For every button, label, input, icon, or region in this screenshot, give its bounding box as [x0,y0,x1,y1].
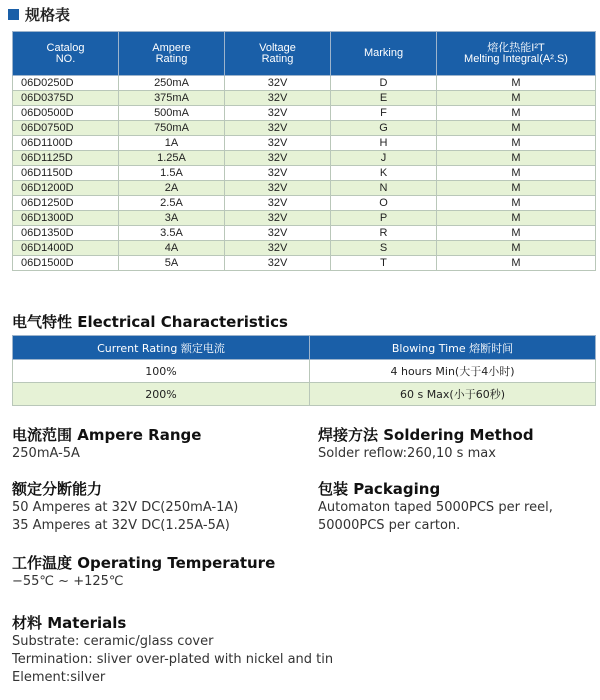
ampere-cell: 250mA [119,76,225,91]
spec-row [13,241,596,256]
marking-cell: J [331,151,437,166]
catalog-cell: 06D1100D [13,136,119,151]
melting-cell: M [437,241,596,256]
spec-row [13,121,596,136]
spec-row [13,166,596,181]
packaging-heading: 包装 Packaging [318,480,441,498]
spec-table-body [13,76,596,271]
electrical-table-header [13,336,596,360]
marking-cell: K [331,166,437,181]
melting-cell: M [437,226,596,241]
square-bullet-icon [8,9,19,20]
marking-cell: D [331,76,437,91]
catalog-cell: 06D1400D [13,241,119,256]
breaking-capacity-heading: 额定分断能力 [12,480,103,498]
materials-heading: 材料 Materials [12,614,127,632]
header-melting-l2: Melting Integral(A².S) [464,52,568,65]
breaking-capacity-line: 50 Amperes at 32V DC(250mA-1A) [12,500,239,515]
catalog-cell: 06D0375D [13,91,119,106]
operating-temp-value: −55℃ ~ +125℃ [12,574,124,589]
ampere-cell: 1.5A [119,166,225,181]
ampere-cell: 2.5A [119,196,225,211]
spec-row [13,196,596,211]
voltage-cell: 32V [225,196,331,211]
header-voltage-l1: Voltage [259,41,296,54]
ampere-cell: 1A [119,136,225,151]
spec-row [13,136,596,151]
ampere-range-value: 250mA-5A [12,446,80,461]
header-catalog-l2: NO. [55,52,76,65]
marking-cell: G [331,121,437,136]
voltage-cell: 32V [225,256,331,271]
blowing-time-cell: 4 hours Min(大于4小时) [310,360,596,383]
header-ampere-l2: Rating [155,52,188,65]
melting-cell: M [437,196,596,211]
ampere-cell: 500mA [119,106,225,121]
operating-temp-section [12,552,275,591]
voltage-cell: 32V [225,136,331,151]
spec-row [13,256,596,271]
packaging-line: 50000PCS per carton. [318,518,461,533]
melting-cell: M [437,76,596,91]
marking-cell: F [331,106,437,121]
melting-cell: M [437,121,596,136]
marking-cell: N [331,181,437,196]
materials-line: Element:silver [12,670,106,685]
catalog-cell: 06D1350D [13,226,119,241]
header-ampere-l1: Ampere [152,41,191,54]
spec-row [13,211,596,226]
voltage-cell: 32V [225,106,331,121]
melting-cell: M [437,166,596,181]
marking-cell: T [331,256,437,271]
catalog-cell: 06D1150D [13,166,119,181]
materials-line: Termination: sliver over-plated with nickel and tin [12,652,334,667]
spec-table [12,31,596,271]
melting-cell: M [437,106,596,121]
packaging-section [318,478,553,535]
header-voltage [225,32,331,76]
voltage-cell: 32V [225,166,331,181]
ampere-cell: 3A [119,211,225,226]
catalog-cell: 06D1125D [13,151,119,166]
voltage-cell: 32V [225,226,331,241]
catalog-cell: 06D1500D [13,256,119,271]
ampere-cell: 375mA [119,91,225,106]
catalog-cell: 06D1300D [13,211,119,226]
spec-title-row [8,4,70,24]
breaking-capacity-line: 35 Amperes at 32V DC(1.25A-5A) [12,518,230,533]
header-marking [331,32,437,76]
current-rating-cell: 100% [13,360,310,383]
soldering-value: Solder reflow:260,10 s max [318,446,496,461]
ampere-range-heading: 电流范围 Ampere Range [12,426,202,444]
voltage-cell: 32V [225,181,331,196]
electrical-row [13,360,596,383]
spec-row [13,106,596,121]
spec-row [13,76,596,91]
ampere-range-section [12,424,201,463]
materials-section [12,612,333,687]
ampere-cell: 750mA [119,121,225,136]
voltage-cell: 32V [225,121,331,136]
header-melting [437,32,596,76]
header-melting-l1: 熔化热能I²T [487,41,545,54]
header-catalog [13,32,119,76]
header-marking-l1: Marking [363,47,404,59]
marking-cell: R [331,226,437,241]
voltage-cell: 32V [225,211,331,226]
catalog-cell: 06D1200D [13,181,119,196]
voltage-cell: 32V [225,91,331,106]
voltage-cell: 32V [225,241,331,256]
marking-cell: S [331,241,437,256]
marking-cell: O [331,196,437,211]
header-current-rating: Current Rating 额定电流 [13,336,310,360]
page-title: 规格表 [25,5,71,24]
materials-line: Substrate: ceramic/glass cover [12,634,214,649]
soldering-heading: 焊接方法 Soldering Method [318,426,534,444]
melting-cell: M [437,181,596,196]
header-ampere [119,32,225,76]
electrical-table [12,335,596,406]
soldering-section [318,424,534,463]
melting-cell: M [437,91,596,106]
current-rating-cell: 200% [13,383,310,406]
operating-temp-heading: 工作温度 Operating Temperature [12,554,276,572]
spec-row [13,226,596,241]
packaging-line: Automaton taped 5000PCS per reel, [318,500,553,515]
spec-row [13,181,596,196]
electrical-heading: 电气特性 Electrical Characteristics [12,313,288,331]
spec-row [13,151,596,166]
melting-cell: M [437,151,596,166]
header-blowing-time: Blowing Time 熔断时间 [310,336,596,360]
ampere-cell: 3.5A [119,226,225,241]
header-catalog-l1: Catalog [46,41,85,54]
catalog-cell: 06D0500D [13,106,119,121]
marking-cell: E [331,91,437,106]
melting-cell: M [437,136,596,151]
catalog-cell: 06D0250D [13,76,119,91]
melting-cell: M [437,211,596,226]
ampere-cell: 4A [119,241,225,256]
voltage-cell: 32V [225,76,331,91]
electrical-row [13,383,596,406]
melting-cell: M [437,256,596,271]
marking-cell: P [331,211,437,226]
catalog-cell: 06D0750D [13,121,119,136]
spec-row [13,91,596,106]
ampere-cell: 2A [119,181,225,196]
ampere-cell: 1.25A [119,151,225,166]
breaking-capacity-section [12,478,238,535]
blowing-time-cell: 60 s Max(小于60秒) [310,383,596,406]
spec-table-header [13,32,596,76]
marking-cell: H [331,136,437,151]
voltage-cell: 32V [225,151,331,166]
ampere-cell: 5A [119,256,225,271]
header-voltage-l2: Rating [261,52,294,65]
catalog-cell: 06D1250D [13,196,119,211]
